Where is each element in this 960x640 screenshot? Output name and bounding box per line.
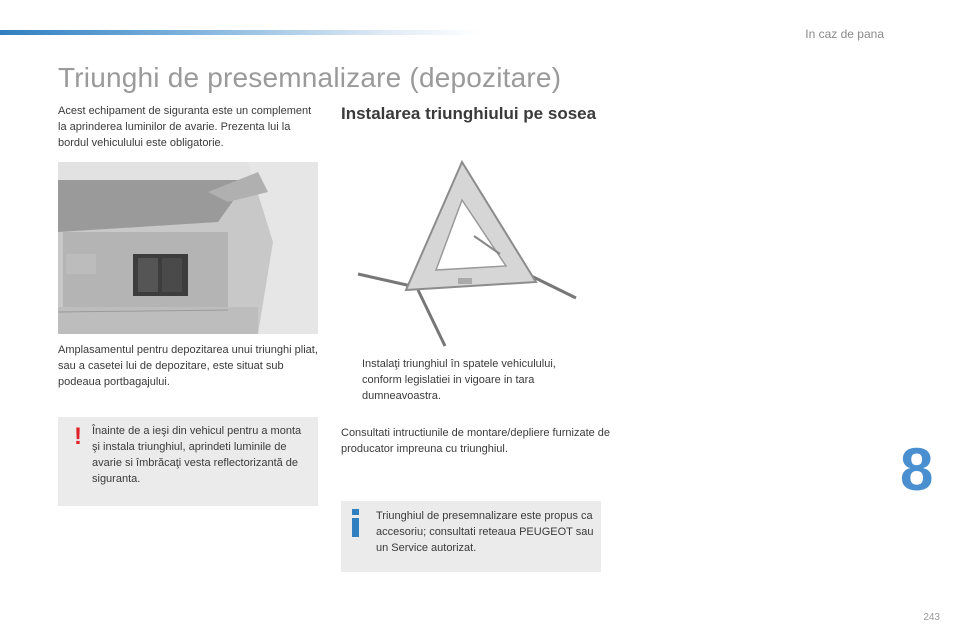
section-heading: Instalarea triunghiului pe sosea — [341, 104, 597, 123]
header-accent-bar — [0, 30, 480, 35]
section-label: In caz de pana — [805, 27, 884, 41]
exclamation-icon: ! — [74, 423, 82, 450]
info-icon — [350, 509, 361, 537]
info-box — [341, 501, 601, 572]
page-number: 243 — [923, 612, 940, 623]
warning-box — [58, 417, 318, 506]
intro-text: Acest echipament de siguranta este un complement la aprinderea luminilor de avarie. Prezenta lui la bordul vehiculului este obligatorie. — [58, 105, 312, 149]
info-text: Triunghiul de presemnalizare este propus ca accesoriu; consultati reteaua PEUGEOT sau un Service autorizat. — [376, 510, 594, 554]
page-title: Triunghi de presemnalizare (depozitare) — [58, 62, 562, 93]
warning-triangle-illustration — [350, 158, 585, 348]
photo-caption: Amplasamentul pentru depozitarea unui triunghi pliat, sau a casetei lui de depozitare, este situat sub podeaua portbagajului. — [58, 344, 318, 388]
bullet-text: Instalaţi triunghiul în spatele vehiculului, conform legislatiei in vigoare in tara dumneavoastra. — [362, 358, 556, 402]
consult-text: Consultati intructiunile de montare/depliere furnizate de producator impreuna cu triunghiul. — [341, 427, 611, 455]
trunk-photo — [58, 162, 318, 334]
warning-text: Înainte de a ieşi din vehicul pentru a monta şi instala triunghiul, aprindeti luminile de avarie si îmbrăcaţi vesta reflectorizantă de siguranta. — [92, 425, 302, 485]
chapter-number: 8 — [900, 436, 934, 503]
